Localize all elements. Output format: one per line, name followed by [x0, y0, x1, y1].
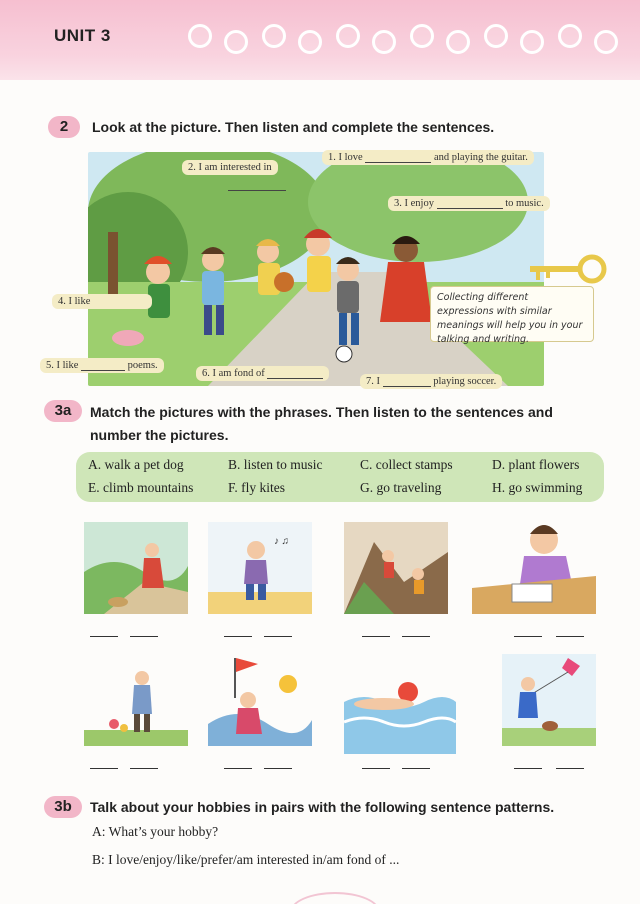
section-3b-badge: 3b	[44, 796, 82, 818]
answer-blank[interactable]	[383, 386, 431, 387]
section-3b-instruction: Talk about your hobbies in pairs with the following sentence patterns.	[90, 799, 555, 815]
sentence-label-3-start: 3. I enjoy	[394, 198, 434, 209]
sentence-label-7	[360, 374, 502, 389]
answer-blank[interactable]	[228, 190, 286, 191]
ring-decoration	[188, 24, 212, 48]
answer-line[interactable]	[556, 768, 584, 769]
picture-collect-stamps	[472, 514, 596, 614]
section-3a-instruction-line2: number the pictures.	[90, 427, 229, 443]
answer-line[interactable]	[224, 636, 252, 637]
answer-line[interactable]	[130, 768, 158, 769]
answer-line[interactable]	[90, 636, 118, 637]
learning-tip-note: Collecting different expressions with similar meanings will help you in your talking and writing.	[430, 286, 594, 342]
ring-decoration	[298, 30, 322, 54]
picture-plant-flowers	[84, 654, 188, 746]
phrase-g: G. go traveling	[360, 480, 442, 495]
hobbies-scene-illustration	[88, 152, 544, 386]
ring-decoration	[224, 30, 248, 54]
ring-decoration	[372, 30, 396, 54]
dialog-line-a: A: What’s your hobby?	[92, 824, 219, 839]
answer-line[interactable]	[514, 636, 542, 637]
section-2-instruction: Look at the picture. Then listen and complete the sentences.	[92, 119, 495, 135]
sentence-label-4-text: 4. I like	[58, 296, 91, 307]
section-3a-badge: 3a	[44, 400, 82, 422]
sentence-label-4	[52, 294, 152, 309]
phrase-d: D. plant flowers	[492, 457, 580, 472]
answer-line[interactable]	[224, 768, 252, 769]
ring-decoration	[446, 30, 470, 54]
answer-blank[interactable]	[437, 208, 503, 209]
sentence-label-2	[182, 160, 278, 175]
sentence-label-6	[196, 366, 329, 381]
sentence-label-7-start: 7. I	[366, 376, 380, 387]
dialog-line-b: B: I love/enjoy/like/prefer/am interested in/am fond of ...	[92, 852, 400, 867]
phrase-a: A. walk a pet dog	[88, 457, 184, 472]
picture-go-traveling	[208, 654, 312, 746]
sentence-label-5-start: 5. I like	[46, 360, 79, 371]
ring-decoration	[262, 24, 286, 48]
ring-decoration	[594, 30, 618, 54]
phrase-b: B. listen to music	[228, 457, 323, 472]
picture-listen-music	[208, 522, 312, 614]
sentence-label-3-end: to music.	[505, 198, 544, 209]
answer-blank[interactable]	[267, 378, 323, 379]
sentence-label-6-text: 6. I am fond of	[202, 368, 265, 379]
phrase-c: C. collect stamps	[360, 457, 453, 472]
phrase-h: H. go swimming	[492, 480, 583, 495]
answer-line[interactable]	[556, 636, 584, 637]
section-3a-instruction-line1: Match the pictures with the phrases. Then listen to the sentences and	[90, 404, 553, 420]
sentence-label-7-end: playing soccer.	[433, 376, 497, 387]
answer-blank[interactable]	[365, 162, 431, 163]
answer-line[interactable]	[90, 768, 118, 769]
sentence-label-1-end: and playing the guitar.	[433, 152, 528, 163]
answer-line[interactable]	[264, 636, 292, 637]
answer-line[interactable]	[362, 768, 390, 769]
picture-walk-dog	[84, 522, 188, 614]
picture-climb-mountains	[344, 522, 448, 614]
ring-decoration	[336, 24, 360, 48]
answer-line[interactable]	[264, 768, 292, 769]
ring-decoration	[484, 24, 508, 48]
picture-go-swimming	[344, 662, 456, 754]
phrase-f: F. fly kites	[228, 480, 286, 495]
sentence-label-1-start: 1. I love	[328, 152, 363, 163]
phrase-e: E. climb mountains	[88, 480, 194, 495]
ring-decoration	[520, 30, 544, 54]
key-icon	[530, 248, 610, 288]
answer-line[interactable]	[362, 636, 390, 637]
page-number-decoration	[290, 892, 380, 904]
answer-line[interactable]	[402, 636, 430, 637]
page-header	[0, 0, 640, 80]
section-2-badge: 2	[48, 116, 80, 138]
answer-line[interactable]	[402, 768, 430, 769]
ring-decoration	[558, 24, 582, 48]
sentence-label-5-end: poems.	[127, 360, 158, 371]
sentence-label-1	[322, 150, 534, 165]
unit-title: UNIT 3	[54, 26, 111, 45]
sentence-label-5	[40, 358, 164, 373]
sentence-label-3	[388, 196, 550, 211]
phrase-list-box	[76, 452, 604, 502]
ring-decoration	[410, 24, 434, 48]
answer-line[interactable]	[514, 768, 542, 769]
sentence-label-2-text: 2. I am interested in	[188, 162, 272, 173]
answer-blank[interactable]	[81, 370, 125, 371]
answer-line[interactable]	[130, 636, 158, 637]
picture-fly-kites	[502, 654, 596, 746]
svg-text:♪ ♫: ♪ ♫	[274, 536, 289, 547]
